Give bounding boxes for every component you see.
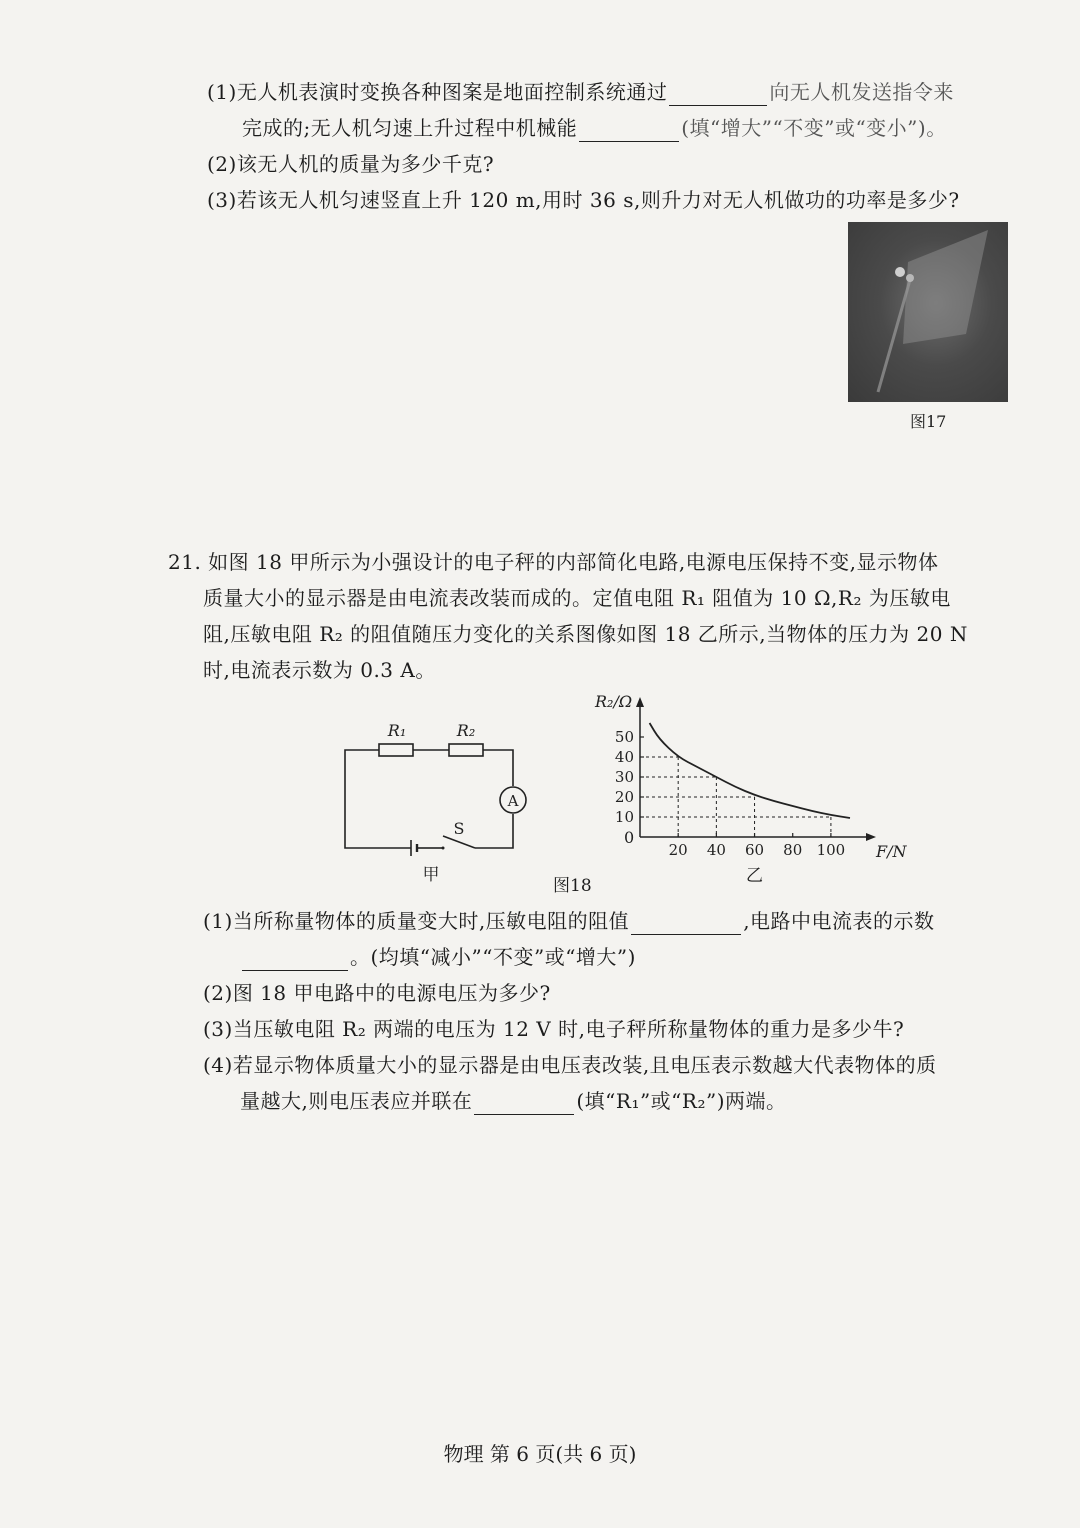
q21-part1-line1: (1)当所称量物体的质量变大时,压敏电阻的阻值 ,电路中电流表的示数 (203, 909, 935, 933)
q21-part3: (3)当压敏电阻 R₂ 两端的电压为 12 V 时,电子秤所称量物体的重力是多少牛? (203, 1017, 905, 1041)
x-axis-arrow (866, 833, 876, 841)
circuit-wire-left (345, 750, 411, 848)
resistor-r2 (449, 744, 483, 756)
ammeter-label: A (507, 792, 519, 810)
q21-intro-line4: 时,电流表示数为 0.3 A。 (203, 658, 436, 682)
figure-18-caption: 图18 (553, 876, 592, 896)
y-axis-label: R₂/Ω (595, 692, 633, 711)
q20-part1-line1: (1)无人机表演时变换各种图案是地面控制系统通过 向无人机发送指令来 (207, 80, 954, 104)
chart-series-line (650, 723, 850, 818)
x-tick-label: 100 (816, 841, 846, 859)
y-tick-label: 50 (614, 728, 634, 746)
resistor-r1 (379, 744, 413, 756)
drone-photo (848, 222, 1008, 402)
answer-blank[interactable] (579, 119, 679, 142)
circuit-wire-right-bottom (475, 814, 513, 848)
resistance-force-chart (585, 685, 907, 890)
circuit-caption: 甲 (422, 865, 440, 885)
q20-part3: (3)若该无人机匀速竖直上升 120 m,用时 36 s,则升力对无人机做功的功率是多少? (207, 188, 960, 212)
drone-photo-illustration (848, 222, 1008, 402)
x-tick-label: 40 (706, 841, 726, 859)
switch-label: S (453, 819, 465, 838)
q20-part1-line2: 完成的;无人机匀速上升过程中机械能 (填“增大”“不变”或“变小”)。 (242, 116, 947, 140)
q21-intro-line1: 21. 如图 18 甲所示为小强设计的电子秤的内部简化电路,电源电压保持不变,显示物体 (168, 550, 939, 574)
x-tick-label: 60 (744, 841, 765, 859)
x-tick-label: 20 (668, 841, 688, 859)
y-tick-label: 20 (614, 788, 634, 806)
chart-caption: 乙 (746, 866, 764, 886)
y-tick-label: 40 (614, 748, 634, 766)
q21-intro-line2: 质量大小的显示器是由电流表改装而成的。定值电阻 R₁ 阻值为 10 Ω,R₂ 为压敏电 (203, 586, 951, 610)
origin-label: 0 (624, 828, 635, 847)
q21-part4-line2: 量越大,则电压表应并联在 (填“R₁”或“R₂”)两端。 (240, 1089, 787, 1113)
r2-label: R₂ (456, 721, 476, 740)
q21-part1-line2: 。(均填“减小”“不变”或“增大”) (240, 943, 636, 971)
page-footer: 物理 第 6 页(共 6 页) (443, 1442, 637, 1466)
y-axis-arrow (636, 697, 644, 707)
r1-label: R₁ (387, 721, 407, 740)
y-tick-label: 10 (614, 808, 634, 826)
y-tick-label: 30 (614, 768, 634, 786)
answer-blank[interactable] (631, 912, 741, 935)
figure-17-caption: 图17 (910, 412, 947, 431)
circuit-diagram (335, 712, 535, 887)
q21-intro-line3: 阻,压敏电阻 R₂ 的阻值随压力变化的关系图像如图 18 乙所示,当物体的压力为 20 N (203, 622, 968, 646)
answer-blank[interactable] (474, 1092, 574, 1115)
x-axis-label: F/N (876, 842, 907, 861)
circuit-wire-right-top (483, 750, 513, 786)
x-tick-label: 80 (783, 841, 803, 859)
q21-part2: (2)图 18 甲电路中的电源电压为多少? (203, 981, 551, 1005)
q21-part4-line1: (4)若显示物体质量大小的显示器是由电压表改装,且电压表示数越大代表物体的质 (203, 1053, 937, 1077)
q20-part2: (2)该无人机的质量为多少千克? (207, 152, 495, 176)
answer-blank[interactable] (242, 948, 348, 971)
answer-blank[interactable] (669, 83, 767, 106)
